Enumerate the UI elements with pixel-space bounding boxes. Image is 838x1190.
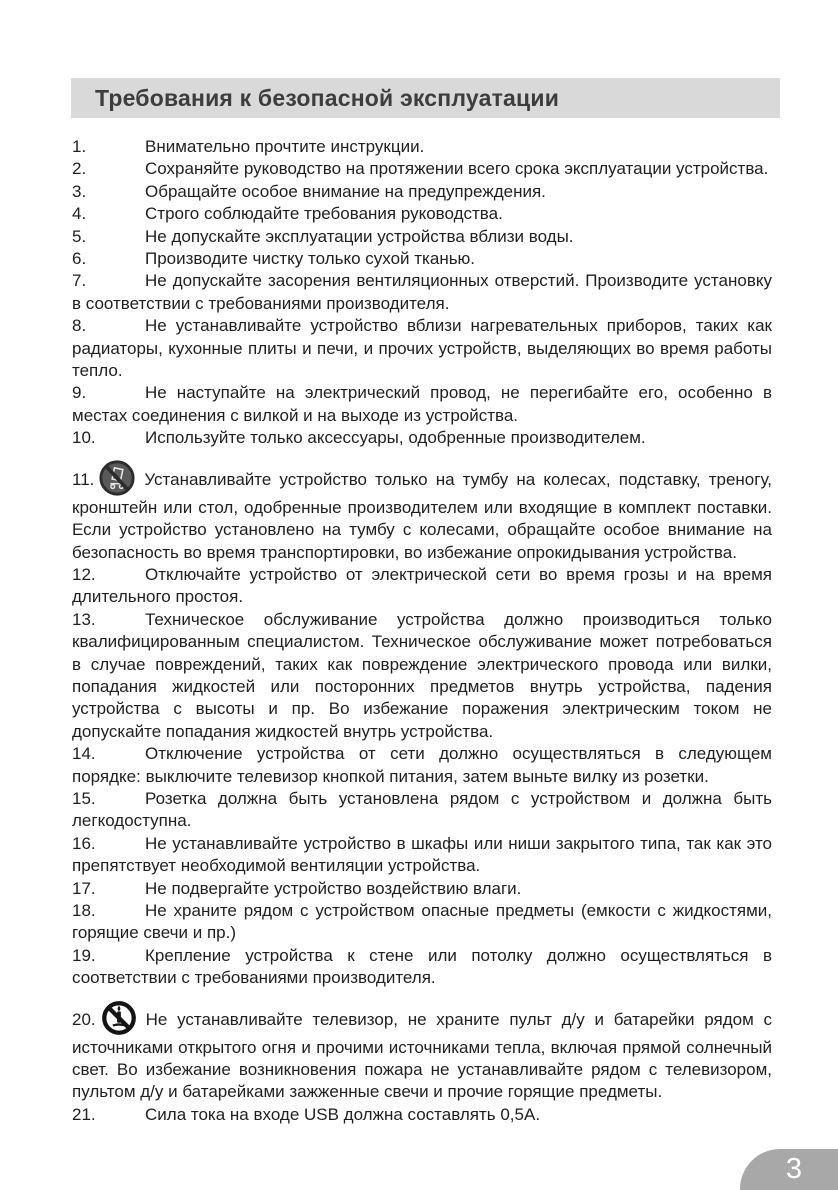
- list-item: [72, 181, 772, 203]
- item-text: Не подвергайте устройство воздействию влаги.: [145, 878, 522, 898]
- item-text: Не храните рядом с устройством опасные предметы (емкости с жидкостями, горящие свечи и пр.): [72, 901, 772, 943]
- list-item: [72, 248, 772, 270]
- item-number: 10.: [72, 428, 96, 448]
- item-number: 14.: [72, 744, 96, 764]
- item-number: 2.: [72, 159, 87, 179]
- item-number: 13.: [72, 609, 96, 629]
- list-item: [72, 382, 772, 427]
- item-number: 9.: [72, 383, 87, 403]
- item-text: Техническое обслуживание устройства должно производиться только квалифицированным специалистом. Техническое обслуживание может потребоваться в случае повреждений, таких как повреждение электрического провода или вилки, попадания жидкостей или посторонних предметов внутрь устройства, падения устройства с высоты и пр. Во избежание поражения электрическим током не допускайте попадания жидкостей внутрь устройства.: [72, 609, 772, 741]
- list-item: [72, 459, 772, 564]
- item-text: Производите чистку только сухой тканью.: [145, 249, 476, 269]
- list-item: [72, 878, 772, 900]
- list-item: [72, 136, 772, 158]
- item-number: 4.: [72, 204, 87, 224]
- item-number: 1.: [72, 137, 87, 156]
- item-number: 20.: [72, 1009, 96, 1029]
- item-number: 7.: [72, 271, 87, 291]
- item-text: Не допускайте засорения вентиляционных отверстий. Производите установку в соответствии с требованиями производителя.: [72, 271, 772, 313]
- item-text: Отключайте устройство от электрической сети во время грозы и на время длительного простоя.: [72, 564, 772, 607]
- item-number: 17.: [72, 878, 96, 898]
- list-item: [72, 743, 772, 788]
- no-open-flame-icon: [100, 999, 138, 1037]
- item-number: 6.: [72, 249, 87, 269]
- item-text: Крепление устройства к стене или потолку должно осуществляться в соответствии с требованиями производителя.: [72, 945, 772, 988]
- item-text: Не допускайте эксплуатации устройства вблизи воды.: [145, 226, 574, 246]
- list-item: [72, 999, 772, 1104]
- list-item: [72, 226, 772, 248]
- list-item: [72, 900, 772, 945]
- list-item: [72, 158, 772, 180]
- list-item: [72, 1104, 772, 1126]
- item-text: Сила тока на входе USB должна составлять 0,5А.: [145, 1104, 541, 1124]
- item-text: Розетка должна быть установлена рядом с устройством и должна быть легкодоступна.: [72, 788, 772, 831]
- list-item: [72, 270, 772, 315]
- list-item: [72, 203, 772, 225]
- item-number: 15.: [72, 788, 96, 808]
- safety-instructions-list: [72, 136, 772, 1126]
- list-item: [72, 833, 772, 878]
- item-number: 11.: [72, 469, 95, 489]
- item-text: Используйте только аксессуары, одобренные производителем.: [145, 428, 646, 448]
- page-title: Требования к безопасной эксплуатации: [95, 84, 560, 111]
- item-number: 21.: [72, 1104, 96, 1124]
- page-number-tab: [740, 1149, 838, 1190]
- list-item: [72, 945, 772, 990]
- item-text: Строго соблюдайте требования руководства.: [145, 204, 503, 224]
- list-item: [72, 427, 772, 449]
- item-text: Отключение устройства от сети должно осуществляться в следующем порядке: выключите телевизор кнопкой питания, затем выньте вилку из розетки.: [72, 744, 772, 786]
- item-text: Обращайте особое внимание на предупреждения.: [145, 181, 546, 201]
- item-number: 3.: [72, 181, 87, 201]
- item-number: 12.: [72, 564, 96, 584]
- list-item: [72, 564, 772, 609]
- item-number: 19.: [72, 945, 96, 965]
- section-title-bar: [71, 78, 780, 118]
- item-number: 8.: [72, 316, 87, 336]
- item-text: Внимательно прочтите инструкции.: [145, 137, 425, 156]
- item-number: 5.: [72, 226, 87, 246]
- item-text: Устанавливайте устройство только на тумбу на колесах, подставку, треногу, кронштейн или стол, одобренные производителем или входящие в комплект поставки. Если устройство установлено на тумбу с колесами, обращайте особое внимание на безопасность во время транспортировки, во избежание опрокидывания устройства.: [72, 469, 772, 562]
- list-item: [72, 315, 772, 382]
- list-item: [72, 609, 772, 743]
- item-number: 16.: [72, 833, 96, 853]
- item-text: Не наступайте на электрический провод, не перегибайте его, особенно в местах соединения с вилкой и на выходе из устройства.: [72, 383, 772, 425]
- item-number: 18.: [72, 901, 96, 920]
- item-text: Не устанавливайте устройство в шкафы или ниши закрытого типа, так как это препятствует необходимой вентиляции устройства.: [72, 833, 772, 876]
- item-text: Не устанавливайте устройство вблизи нагревательных приборов, таких как радиаторы, кухонные плиты и печи, и прочих устройств, выделяющих во время работы тепло.: [72, 316, 772, 381]
- no-tip-over-icon: [98, 459, 136, 497]
- list-item: [72, 788, 772, 833]
- item-text: Сохраняйте руководство на протяжении всего срока эксплуатации устройства.: [145, 159, 769, 179]
- page-number: 3: [785, 1153, 803, 1185]
- item-text: Не устанавливайте телевизор, не храните пульт д/у и батарейки рядом с источниками открытого огня и прочими источниками тепла, включая прямой солнечный свет. Во избежание возникновения пожара не устанавливайте рядом с телевизором, пультом д/у и батарейками зажженные свечи и прочие горящие предметы.: [72, 1009, 772, 1102]
